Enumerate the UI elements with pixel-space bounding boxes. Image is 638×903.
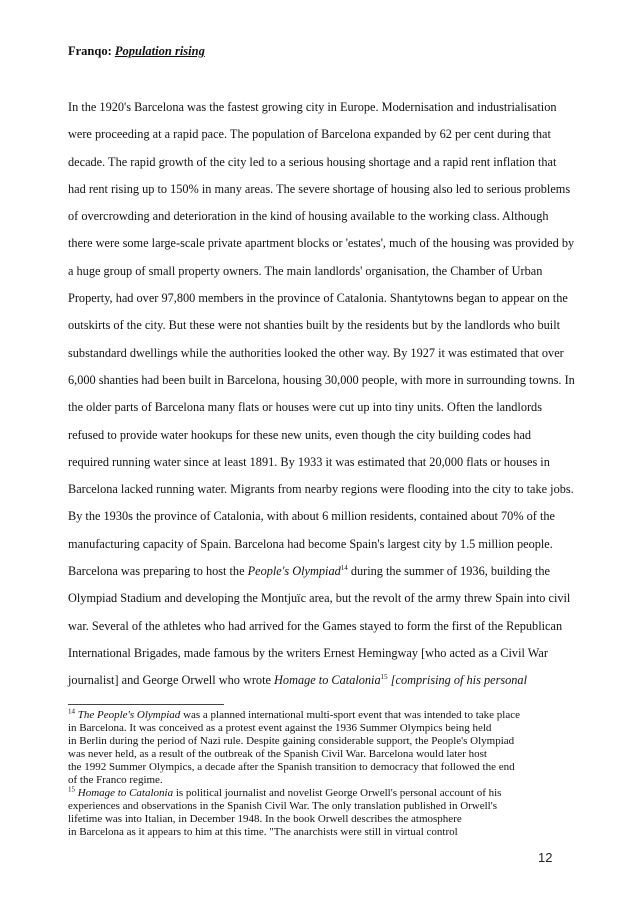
body-line-21: International Brigades, made famous by the writers Ernest Hemingway [who acted as a Civil War <box>68 645 548 660</box>
body-line-6: there were some large-scale private apartment blocks or 'estates', much of the housing was provided by <box>68 236 575 251</box>
footnote-15-line: lifetime was into Italian, in December 1948. In the book Orwell describes the atmosphere <box>68 813 462 825</box>
text-run: is political journalist and novelist George Orwell's personal account of his <box>173 787 502 799</box>
body-line-12: the older parts of Barcelona many flats or houses were cut up into tiny units. Often the landlords <box>68 400 542 415</box>
footnote-14-line: was never held, as a result of the outbreak of the Spanish Civil War. Barcelona would later host <box>68 748 487 760</box>
footnote-14-line: in Berlin during the period of Nazi rule. Despite gaining considerable support, the People's Olympiad <box>68 735 515 747</box>
body-line-8: Property, had over 97,800 members in the province of Catalonia. Shantytowns began to appear on the <box>68 291 568 306</box>
heading-author: Franqo: <box>68 44 112 58</box>
body-line-4: had rent rising up to 150% in many areas. The severe shortage of housing also led to serious problems <box>68 181 571 196</box>
footnote-ref-14[interactable]: 14 <box>340 563 348 572</box>
body-line-15: Barcelona lacked running water. Migrants from nearby regions were flooding into the city to take jobs. <box>68 482 574 497</box>
body-line-18 <box>68 560 573 587</box>
body-line-16: By the 1930s the province of Catalonia, with about 6 million residents, contained about 70% of the <box>68 509 555 524</box>
text-run: [comprising of his personal <box>387 673 527 688</box>
peoples-olympiad-title: People's Olympiad <box>247 564 341 579</box>
footnote-15-line-1 <box>68 787 578 800</box>
body-line-13: refused to provide water hookups for these new units, even though the city building codes had <box>68 427 532 442</box>
page-number: 12 <box>538 850 553 865</box>
footnotes <box>68 709 578 839</box>
body-line-19: Olympiad Stadium and developing the Montjuïc area, but the revolt of the army threw Spain into civil <box>68 591 571 606</box>
homage-to-catalonia-title: Homage to Catalonia <box>274 673 381 688</box>
section-heading <box>68 44 205 59</box>
body-line-3: decade. The rapid growth of the city led to a serious housing shortage and a rapid rent inflation that <box>68 154 557 169</box>
body-line-11: 6,000 shanties had been built in Barcelona, housing 30,000 people, with more in surrounding towns. In <box>68 372 575 387</box>
footnote-14-line: in Barcelona. It was conceived as a protest event against the 1936 Summer Olympics being held <box>68 722 492 734</box>
body-line-10: substandard dwellings while the authorities looked the other way. By 1927 it was estimated that over <box>68 345 564 360</box>
heading-title: Population rising <box>114 44 205 58</box>
footnote-ref-15[interactable]: 15 <box>380 673 388 682</box>
footnote-14-line-1 <box>68 709 578 722</box>
footnote-14-title: The People's Olympiad <box>77 709 181 721</box>
footnote-separator <box>68 704 224 705</box>
body-line-22 <box>68 669 573 696</box>
footnote-14-line: the 1992 Summer Olympics, a decade after the Spanish transition to democracy that followed the end <box>68 761 515 773</box>
footnote-number-15: 15 <box>68 785 75 794</box>
body-line-9: outskirts of the city. But these were not shanties built by the residents but by the landlords who built <box>68 318 561 333</box>
footnote-14-line: of the Franco regime. <box>68 774 163 786</box>
body-paragraph <box>68 96 573 697</box>
body-line-17: manufacturing capacity of Spain. Barcelona had become Spain's largest city by 1.5 million people. <box>68 536 553 551</box>
body-line-5: of overcrowding and deterioration in the kind of housing available to the working class. Although <box>68 209 549 224</box>
footnote-number-14: 14 <box>68 707 75 716</box>
footnote-15-line: in Barcelona as it appears to him at this time. "The anarchists were still in virtual control <box>68 826 458 838</box>
footnote-15-line: experiences and observations in the Spanish Civil War. The only translation published in Orwell's <box>68 800 498 812</box>
text-run: during the summer of 1936, building the <box>347 564 550 579</box>
text-run: was a planned international multi-sport event that was intended to take place <box>180 709 520 721</box>
body-line-20: war. Several of the athletes who had arrived for the Games stayed to form the first of the Republican <box>68 618 563 633</box>
body-line-14: required running water since at least 1891. By 1933 it was estimated that 20,000 flats or houses in <box>68 454 550 469</box>
footnote-15-title: Homage to Catalonia <box>77 787 174 799</box>
text-run: Barcelona was preparing to host the <box>68 564 248 579</box>
body-line-2: were proceeding at a rapid pace. The population of Barcelona expanded by 62 per cent during that <box>68 127 551 142</box>
body-line-7: a huge group of small property owners. The main landlords' organisation, the Chamber of Urban <box>68 263 543 278</box>
body-line-1: In the 1920's Barcelona was the fastest growing city in Europe. Modernisation and industrialisation <box>68 100 557 114</box>
text-run: journalist] and George Orwell who wrote <box>68 673 275 688</box>
